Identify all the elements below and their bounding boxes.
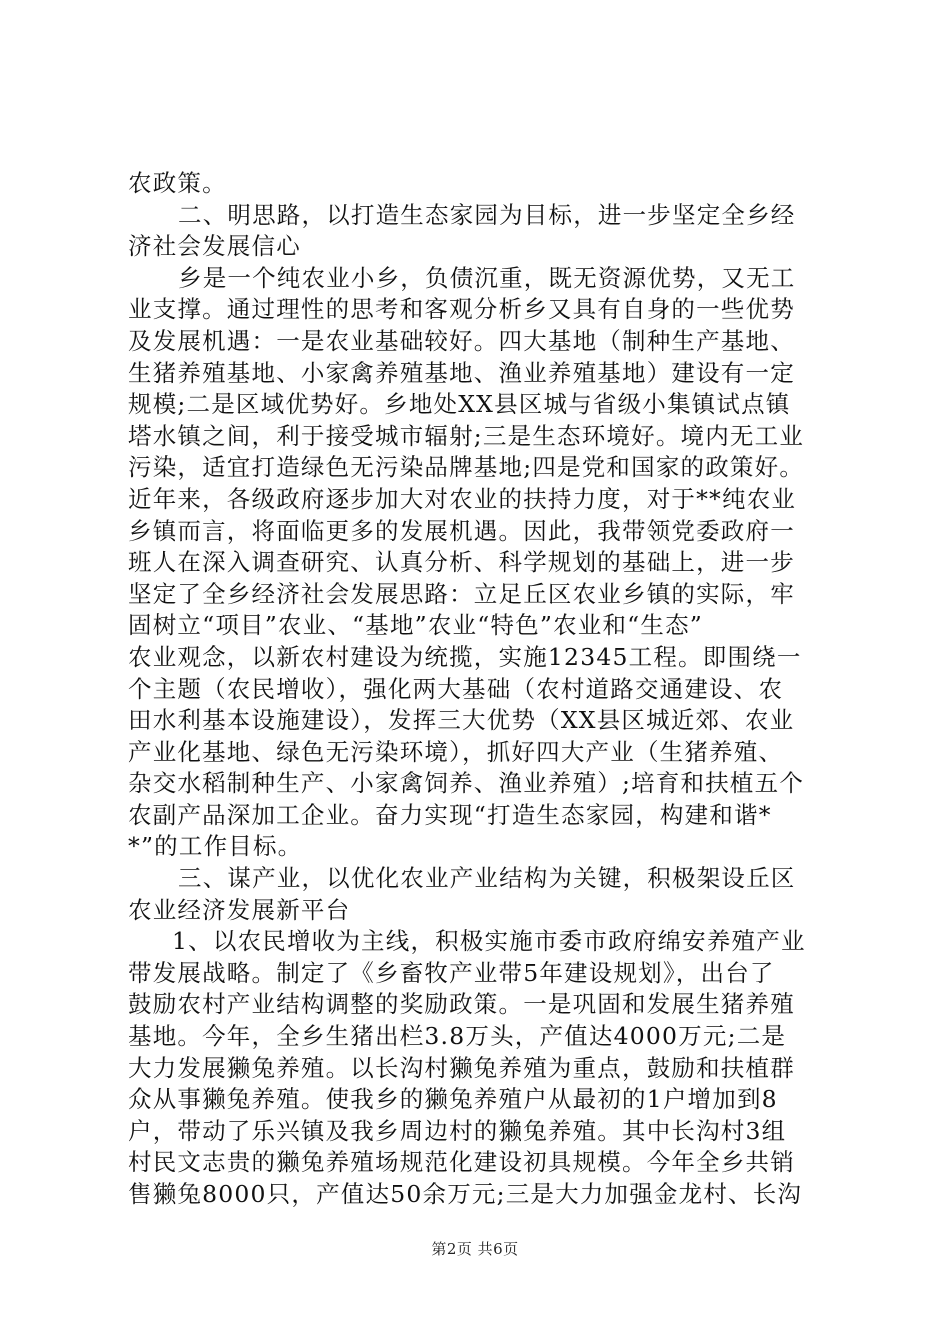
- text-line: 带发展战略。制定了《乡畜牧产业带5年建设规划》，出台了: [128, 958, 775, 987]
- text-line: 产业化基地、绿色无污染环境），抓好四大产业（生猪养殖、: [128, 737, 784, 766]
- text-line: 坚定了全乡经济社会发展思路：立足丘区农业乡镇的实际，牢: [128, 579, 795, 608]
- text-line: 个主题（农民增收），强化两大基础（农村道路交通建设、农: [128, 674, 784, 703]
- text-line: 众从事獭兔养殖。使我乡的獭兔养殖户从最初的1户增加到8: [128, 1085, 778, 1114]
- text-line: 规模;二是区域优势好。乡地处XX县区城与省级小集镇试点镇: [128, 390, 791, 419]
- page-number-footer: 第2页 共6页: [431, 1240, 519, 1258]
- text-line: 杂交水稻制种生产、小家禽饲养、渔业养殖）;培育和扶植五个: [128, 769, 805, 798]
- text-line: 农业观念，以新农村建设为统揽，实施12345工程。即围绕一: [128, 642, 802, 671]
- text-line: 售獭兔8000只，产值达50余万元;三是大力加强金龙村、长沟: [128, 1180, 803, 1208]
- text-line: 污染，适宜打造绿色无污染品牌基地;四是党和国家的政策好。: [128, 453, 805, 482]
- text-line: 农副产品深加工企业。奋力实现“打造生态家园，构建和谐*: [128, 800, 772, 829]
- section-heading-3-cont: 农业经济发展新平台: [128, 895, 351, 924]
- text-line: 基地。今年，全乡生猪出栏3.8万头，产值达4000万元;二是: [128, 1022, 787, 1051]
- text-line: 农政策。: [128, 169, 227, 197]
- text-line: 村民文志贵的獭兔养殖场规范化建设初具规模。今年全乡共销: [128, 1148, 795, 1177]
- text-line: 业支撑。通过理性的思考和客观分析乡又具有自身的一些优势: [128, 295, 795, 324]
- text-line: 近年来，各级政府逐步加大对农业的扶持力度，对于**纯农业: [128, 484, 797, 513]
- text-line: 班人在深入调查研究、认真分析、科学规划的基础上，进一步: [128, 548, 795, 577]
- section-heading-2-cont: 济社会发展信心: [128, 232, 301, 261]
- text-line: 1、以农民增收为主线，积极实施市委市政府绵安养殖产业: [172, 927, 806, 956]
- text-line: 田水利基本设施建设），发挥三大优势（XX县区城近郊、农业: [128, 706, 795, 735]
- text-line: 大力发展獭兔养殖。以长沟村獭兔养殖为重点，鼓励和扶植群: [128, 1053, 795, 1082]
- section-heading-3: 三、谋产业，以优化农业产业结构为关键，积极架设丘区: [178, 864, 796, 893]
- text-line: 固树立“项目”农业、“基地”农业“特色”农业和“生态”: [128, 611, 704, 640]
- text-line: 生猪养殖基地、小家禽养殖基地、渔业养殖基地）建设有一定: [128, 358, 795, 387]
- section-heading-2: 二、明思路，以打造生态家园为目标，进一步坚定全乡经: [178, 200, 796, 229]
- text-line: 鼓励农村产业结构调整的奖励政策。一是巩固和发展生猪养殖: [128, 990, 795, 1019]
- text-line: 乡镇而言，将面临更多的发展机遇。因此，我带领党委政府一: [128, 516, 795, 545]
- text-line: 乡是一个纯农业小乡，负债沉重，既无资源优势，又无工: [178, 263, 796, 292]
- document-body: [128, 168, 832, 1211]
- text-line: 塔水镇之间，利于接受城市辐射;三是生态环境好。境内无工业: [128, 421, 805, 450]
- text-line: 户，带动了乐兴镇及我乡周边村的獭兔养殖。其中长沟村3组: [128, 1116, 787, 1145]
- text-line: 及发展机遇：一是农业基础较好。四大基地（制种生产基地、: [128, 326, 795, 355]
- text-line: *”的工作目标。: [128, 832, 303, 861]
